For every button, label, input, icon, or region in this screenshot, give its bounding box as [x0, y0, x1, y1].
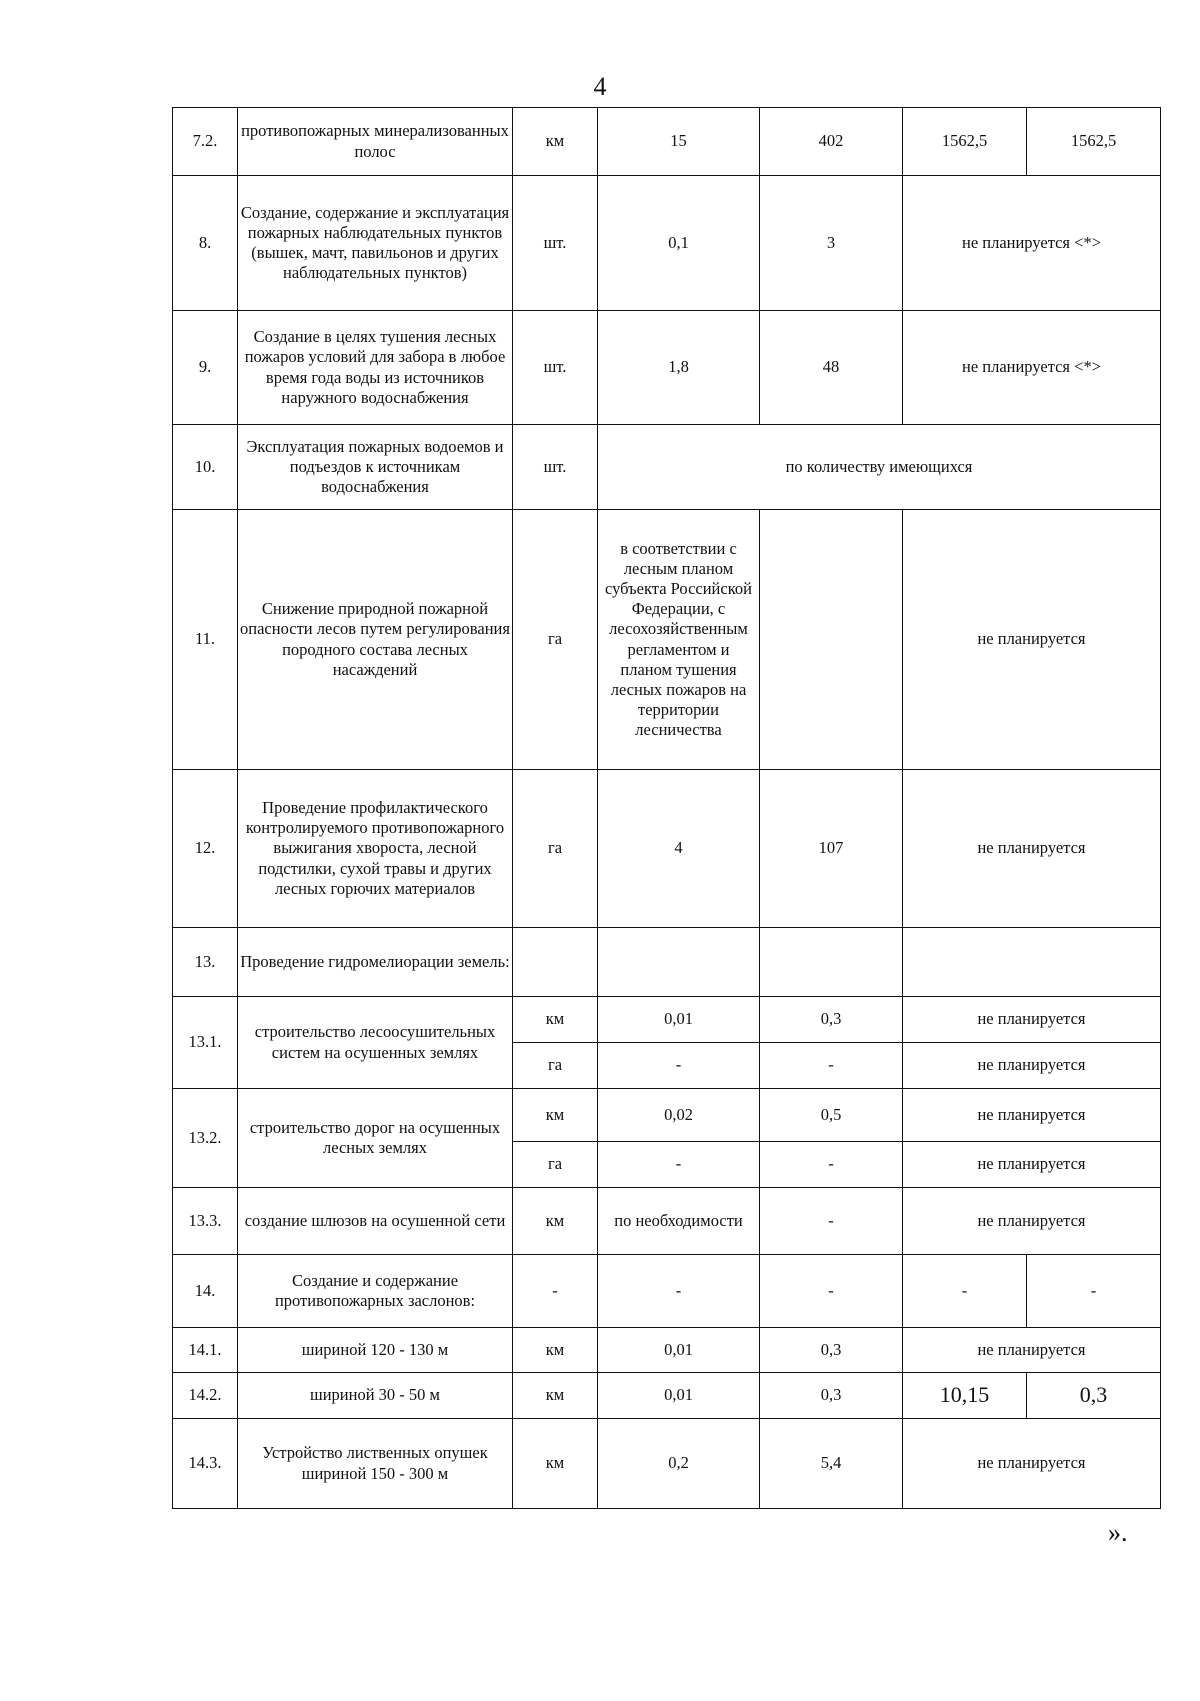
plan-status-cell: не планируется	[903, 1419, 1161, 1509]
measure-name: Создание в целях тушения лесных пожаров условий для забора в любое время года воды из источников наружного водоснабжения	[238, 311, 513, 425]
value-cell: 0,1	[598, 176, 760, 311]
value-cell: 0,02	[598, 1089, 760, 1142]
page-number: 4	[593, 72, 607, 101]
table-row	[173, 1089, 1161, 1142]
table-row	[173, 928, 1161, 997]
plan-status-cell: не планируется	[903, 997, 1161, 1043]
value-cell: 0,2	[598, 1419, 760, 1509]
value-cell: 107	[760, 770, 903, 928]
row-number: 14.	[173, 1255, 238, 1328]
value-cell: по необходимости	[598, 1188, 760, 1255]
unit-cell: км	[513, 1188, 598, 1255]
measure-name: Создание, содержание и эксплуатация пожарных наблюдательных пунктов (вышек, мачт, павильонов и других наблюдательных пунктов)	[238, 176, 513, 311]
table-row	[173, 1188, 1161, 1255]
unit-cell: км	[513, 1089, 598, 1142]
measure-name: создание шлюзов на осушенной сети	[238, 1188, 513, 1255]
unit-cell: га	[513, 1142, 598, 1188]
unit-cell: км	[513, 1419, 598, 1509]
value-cell: -	[598, 1043, 760, 1089]
unit-cell: км	[513, 1373, 598, 1419]
value-cell: 0,01	[598, 1328, 760, 1373]
row-number: 12.	[173, 770, 238, 928]
table-row	[173, 108, 1161, 176]
table-row	[173, 997, 1161, 1043]
unit-cell: шт.	[513, 176, 598, 311]
value-cell: -	[760, 1255, 903, 1328]
row-number: 13.1.	[173, 997, 238, 1089]
measure-name: строительство лесоосушительных систем на осушенных землях	[238, 997, 513, 1089]
unit-cell: шт.	[513, 311, 598, 425]
table-row	[173, 1373, 1161, 1419]
plan-status-cell: не планируется <*>	[903, 176, 1161, 311]
value-cell: 0,5	[760, 1089, 903, 1142]
empty-cell	[903, 928, 1161, 997]
value-cell	[760, 510, 903, 770]
plan-status-cell: не планируется	[903, 510, 1161, 770]
row-number: 9.	[173, 311, 238, 425]
value-cell: 4	[598, 770, 760, 928]
table-row	[173, 770, 1161, 928]
value-cell: -	[760, 1043, 903, 1089]
measure-name: Создание и содержание противопожарных заслонов:	[238, 1255, 513, 1328]
value-cell: 3	[760, 176, 903, 311]
value-cell: 5,4	[760, 1419, 903, 1509]
value-cell: 0,3	[760, 1373, 903, 1419]
value-cell: 10,15	[903, 1373, 1027, 1419]
value-cell: -	[760, 1188, 903, 1255]
unit-cell: км	[513, 1328, 598, 1373]
row-number: 13.2.	[173, 1089, 238, 1188]
plan-status-cell: не планируется	[903, 1188, 1161, 1255]
row-number: 8.	[173, 176, 238, 311]
value-cell: 0,3	[760, 1328, 903, 1373]
value-cell: 0,3	[1027, 1373, 1161, 1419]
merged-value-cell: по количеству имеющихся	[598, 425, 1161, 510]
measure-name: Снижение природной пожарной опасности лесов путем регулирования породного состава лесных насаждений	[238, 510, 513, 770]
value-cell: в соответствии с лесным планом субъекта Российской Федерации, с лесохозяйственным регламентом и планом тушения лесных пожаров на территории лесничества	[598, 510, 760, 770]
value-cell: 402	[760, 108, 903, 176]
table-row	[173, 1328, 1161, 1373]
plan-status-cell: не планируется	[903, 770, 1161, 928]
plan-status-cell: не планируется	[903, 1089, 1161, 1142]
value-cell: -	[1027, 1255, 1161, 1328]
unit-cell: км	[513, 108, 598, 176]
unit-cell: шт.	[513, 425, 598, 510]
row-number: 7.2.	[173, 108, 238, 176]
table-row	[173, 1255, 1161, 1328]
measure-name: шириной 120 - 130 м	[238, 1328, 513, 1373]
table-row	[173, 311, 1161, 425]
closing-quote-mark: ».	[1108, 1518, 1128, 1547]
measure-name: Устройство лиственных опушек шириной 150 - 300 м	[238, 1419, 513, 1509]
table-row	[173, 176, 1161, 311]
measure-name: строительство дорог на осушенных лесных землях	[238, 1089, 513, 1188]
empty-cell	[598, 928, 760, 997]
row-number: 14.2.	[173, 1373, 238, 1419]
table-row	[173, 425, 1161, 510]
measure-name: шириной 30 - 50 м	[238, 1373, 513, 1419]
empty-cell	[760, 928, 903, 997]
unit-cell: -	[513, 1255, 598, 1328]
unit-cell: га	[513, 770, 598, 928]
value-cell: 15	[598, 108, 760, 176]
value-cell: 1562,5	[1027, 108, 1161, 176]
empty-cell	[513, 928, 598, 997]
row-number: 10.	[173, 425, 238, 510]
value-cell: 0,01	[598, 1373, 760, 1419]
unit-cell: га	[513, 510, 598, 770]
plan-status-cell: не планируется <*>	[903, 311, 1161, 425]
row-number: 14.1.	[173, 1328, 238, 1373]
measure-name: Эксплуатация пожарных водоемов и подъездов к источникам водоснабжения	[238, 425, 513, 510]
value-cell: 0,3	[760, 997, 903, 1043]
unit-cell: км	[513, 997, 598, 1043]
measure-name: Проведение профилактического контролируемого противопожарного выжигания хвороста, лесной подстилки, сухой травы и других лесных горючих материалов	[238, 770, 513, 928]
row-number: 11.	[173, 510, 238, 770]
value-cell: -	[598, 1255, 760, 1328]
value-cell: 48	[760, 311, 903, 425]
fire-measures-table	[172, 107, 1161, 1509]
value-cell: 1562,5	[903, 108, 1027, 176]
measure-name: Проведение гидромелиорации земель:	[238, 928, 513, 997]
table-row	[173, 510, 1161, 770]
row-number: 14.3.	[173, 1419, 238, 1509]
unit-cell: га	[513, 1043, 598, 1089]
plan-status-cell: не планируется	[903, 1328, 1161, 1373]
value-cell: 1,8	[598, 311, 760, 425]
plan-status-cell: не планируется	[903, 1043, 1161, 1089]
table-row	[173, 1419, 1161, 1509]
measure-name: противопожарных минерализованных полос	[238, 108, 513, 176]
plan-status-cell: не планируется	[903, 1142, 1161, 1188]
value-cell: -	[598, 1142, 760, 1188]
value-cell: -	[903, 1255, 1027, 1328]
value-cell: 0,01	[598, 997, 760, 1043]
value-cell: -	[760, 1142, 903, 1188]
row-number: 13.3.	[173, 1188, 238, 1255]
row-number: 13.	[173, 928, 238, 997]
